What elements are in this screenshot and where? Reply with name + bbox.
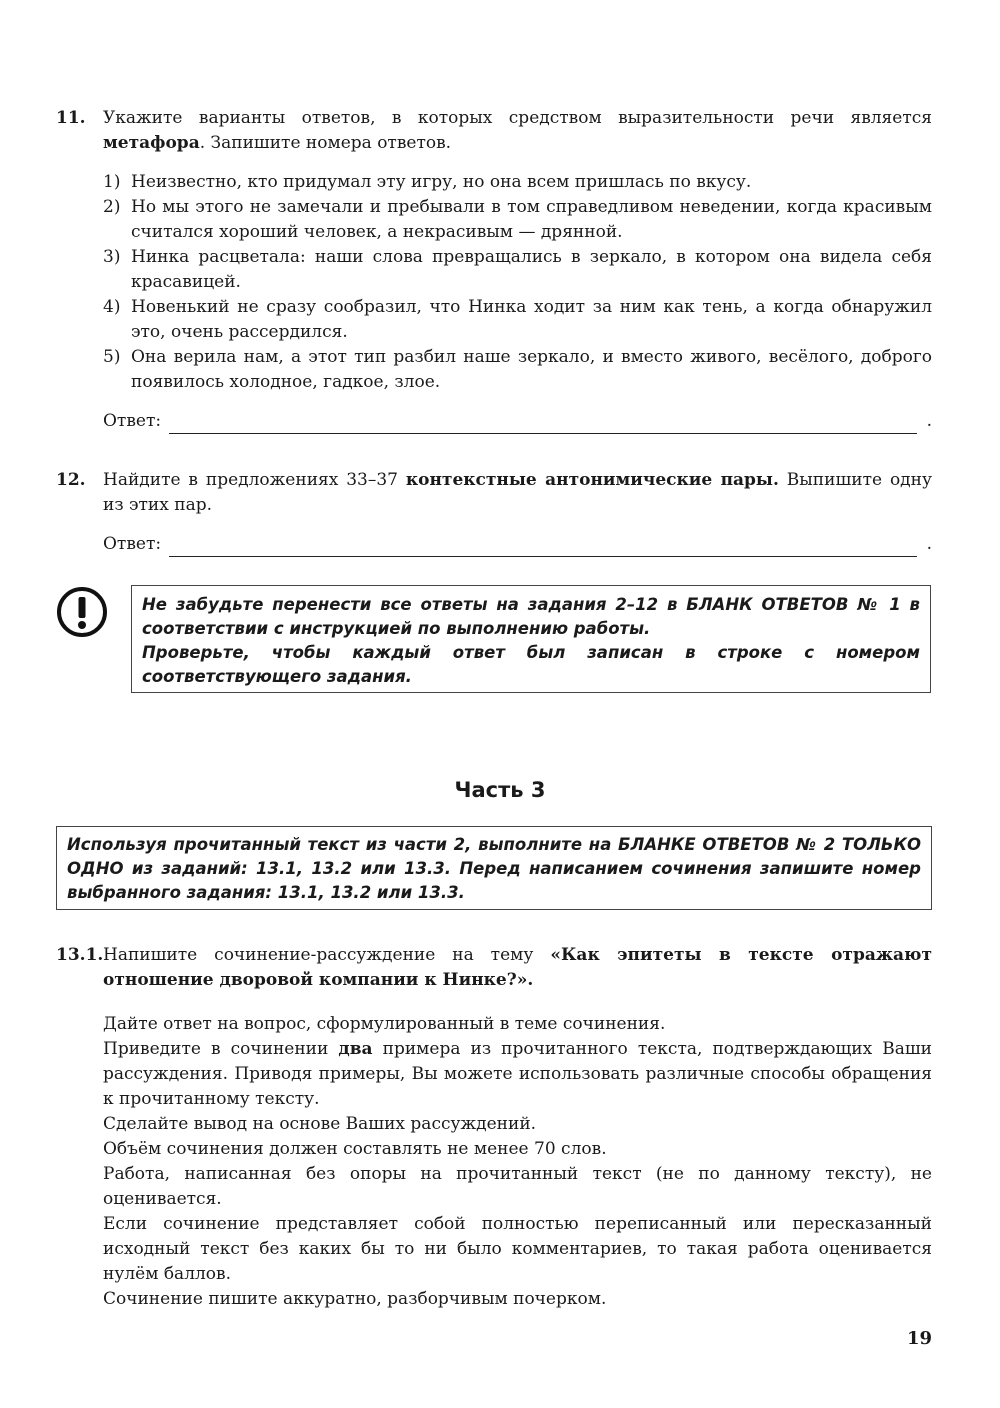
options-list: [103, 170, 932, 395]
answer-line[interactable]: [169, 413, 916, 434]
instruction-paragraph: Сочинение пишите аккуратно, разборчивым почерком.: [103, 1289, 607, 1309]
task-prompt: Найдите в предложениях 33–37 контекстные антонимические пары. Выпишите одну из этих пар.: [103, 470, 932, 515]
task-prompt: Напишите сочинение-рассуждение на тему «Как эпитеты в тексте отражают отношение дворовой компании к Нинке?».: [103, 945, 932, 990]
answer-row: Ответ: .: [103, 532, 932, 557]
option-item: 5) Она верила нам, а этот тип разбил наше зеркало, и вместо живого, весёлого, доброго появилось холодное, гадкое, злое.: [103, 347, 932, 392]
part-title: Часть 3: [454, 778, 546, 802]
task-number: 13.1.: [56, 945, 104, 965]
answer-line[interactable]: [169, 536, 916, 557]
notice-line: Проверьте, чтобы каждый ответ был записан в строке с номером соответствующего задания.: [142, 643, 920, 686]
instruction-paragraph: Приведите в сочинении два примера из прочитанного текста, подтверждающих Ваши рассуждения. Приводя примеры, Вы можете использовать различные способы обращения к прочитанному тексту.: [103, 1039, 932, 1109]
task-11: [56, 106, 932, 434]
answer-label: Ответ:: [103, 534, 162, 554]
option-item: 1) Неизвестно, кто придумал эту игру, но она всем пришлась по вкусу.: [103, 172, 752, 192]
instruction-paragraph: Если сочинение представляет собой полностью переписанный или пересказанный исходный текст без каких бы то ни было комментариев, то такая работа оценивается нулём баллов.: [103, 1214, 932, 1284]
notice: [56, 585, 932, 695]
instruction-paragraph: Объём сочинения должен составлять не менее 70 слов.: [103, 1139, 607, 1159]
instruction-paragraph: Работа, написанная без опоры на прочитанный текст (не по данному тексту), не оценивается.: [103, 1164, 932, 1209]
answer-row: Ответ: .: [103, 409, 932, 434]
option-item: 2) Но мы этого не замечали и пребывали в том справедливом неведении, когда красивым считался хороший человек, а некрасивым — дрянной.: [103, 197, 932, 242]
answer-label: Ответ:: [103, 411, 162, 431]
task-number: 11.: [56, 108, 86, 128]
instruction-paragraph: Сделайте вывод на основе Ваших рассуждений.: [103, 1114, 537, 1134]
task-13-1: [56, 943, 932, 1312]
task-number: 12.: [56, 470, 86, 490]
page-number: 19: [906, 1328, 932, 1349]
notice-box: [131, 585, 931, 693]
option-item: 3) Нинка расцветала: наши слова превращались в зеркало, в котором она видела себя красавицей.: [103, 247, 932, 292]
notice-line: Не забудьте перенести все ответы на задания 2–12 в БЛАНК ОТВЕТОВ № 1 в соответствии с инструкцией по выполнению работы.: [142, 595, 920, 638]
option-item: 4) Новенький не сразу сообразил, что Нинка ходит за ним как тень, а когда обнаружил это, очень рассердился.: [103, 297, 932, 342]
task-prompt: Укажите варианты ответов, в которых средством выразительности речи является метафора. Запишите номера ответов.: [103, 108, 932, 153]
task-12: [56, 468, 932, 557]
exclamation-circle-icon: [56, 586, 108, 638]
instruction-paragraph: Дайте ответ на вопрос, сформулированный в теме сочинения.: [103, 1014, 666, 1034]
part-instructions: Используя прочитанный текст из части 2, выполните на БЛАНКЕ ОТВЕТОВ № 2 ТОЛЬКО ОДНО из заданий: 13.1, 13.2 или 13.3. Перед написанием сочинения запишите номер выбранного задания: 13.1, 13.2 или 13.3.: [56, 826, 932, 910]
